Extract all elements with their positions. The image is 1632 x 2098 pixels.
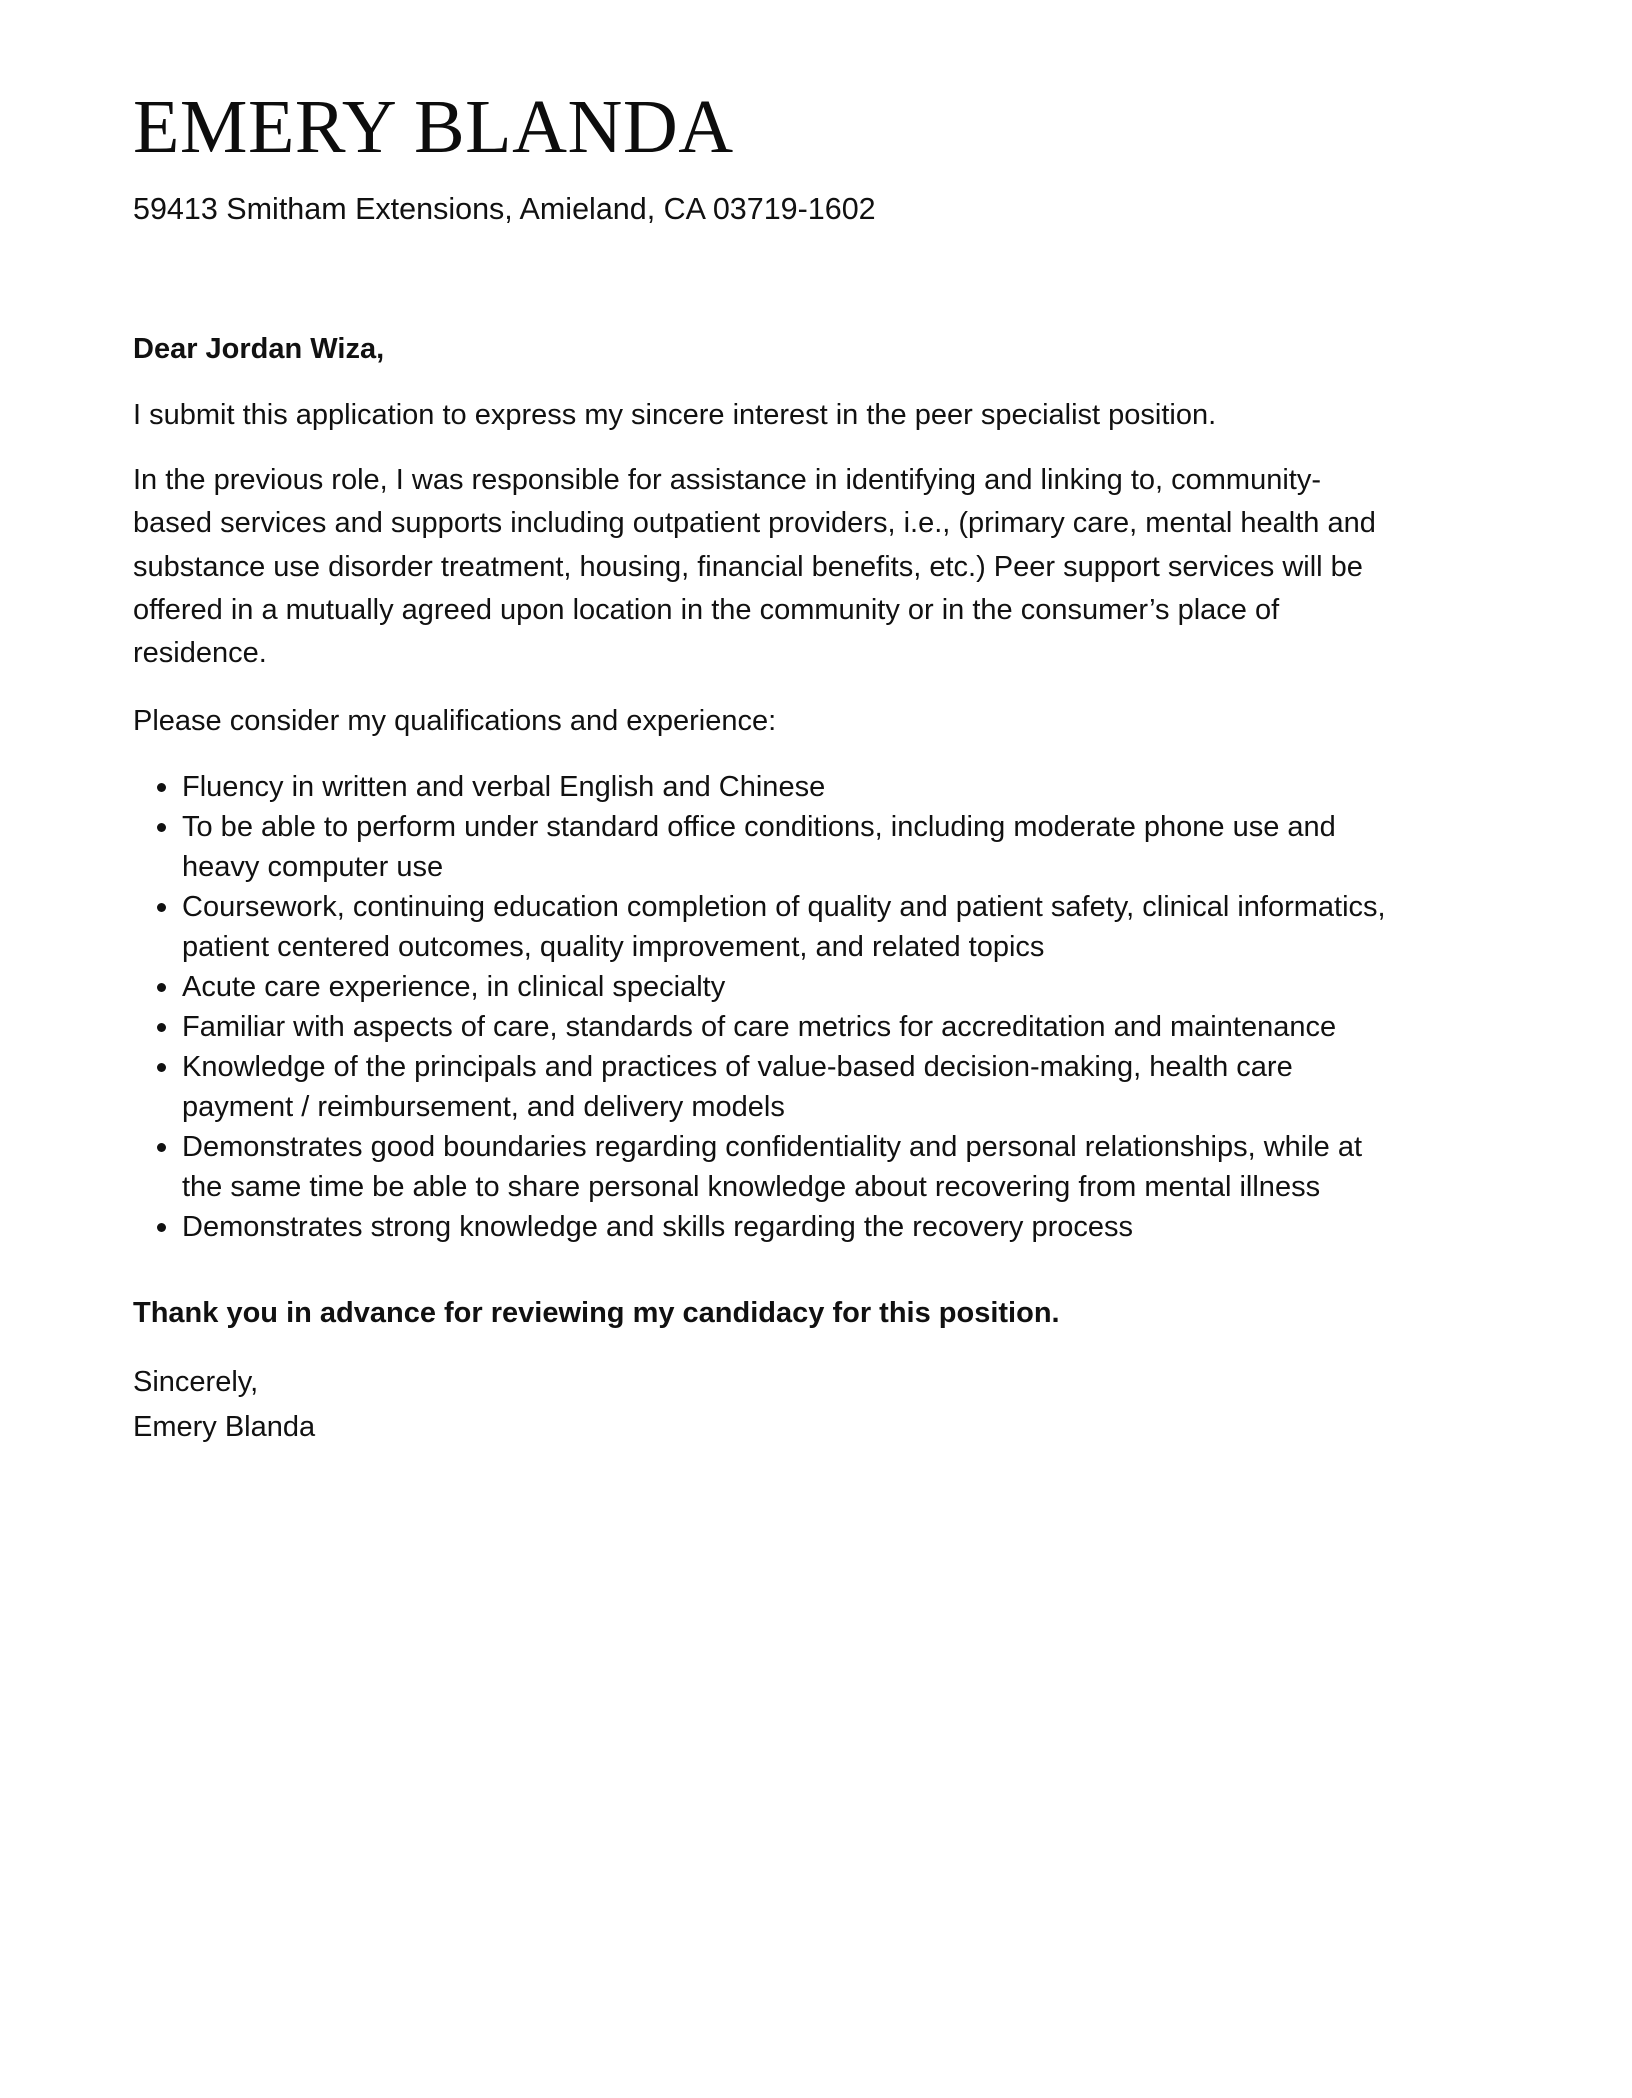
list-item-text: Demonstrates strong knowledge and skills regarding the recovery process <box>182 1211 1134 1243</box>
signature: Emery Blanda <box>133 1411 316 1443</box>
bullet-icon <box>157 1063 166 1072</box>
experience-line: In the previous role, I was responsible for assistance in identifying and linking to, community- <box>133 464 1321 496</box>
list-item-text: Familiar with aspects of care, standards of care metrics for accreditation and maintenance <box>182 1011 1337 1043</box>
experience-line: based services and supports including outpatient providers, i.e., (primary care, mental health and <box>133 507 1376 540</box>
list-item <box>133 887 1386 967</box>
list-item-text: heavy computer use <box>182 851 444 883</box>
applicant-name: EMERY BLANDA <box>133 85 734 169</box>
list-item-text: patient centered outcomes, quality improvement, and related topics <box>182 931 1045 963</box>
intro-paragraph: I submit this application to express my sincere interest in the peer specialist position. <box>133 399 1217 431</box>
experience-line: substance use disorder treatment, housing, financial benefits, etc.) Peer support services will be <box>133 550 1363 583</box>
list-item <box>133 1047 1386 1127</box>
list-item <box>133 1127 1386 1207</box>
bullet-icon <box>157 983 166 992</box>
bullet-icon <box>157 903 166 912</box>
list-item <box>133 767 1386 807</box>
list-item-text: Acute care experience, in clinical specialty <box>182 971 726 1003</box>
signoff: Sincerely, <box>133 1366 259 1398</box>
list-item <box>133 1007 1386 1047</box>
signoff-block <box>133 1360 315 1450</box>
bullet-icon <box>157 1143 166 1152</box>
qualifications-intro: Please consider my qualifications and experience: <box>133 705 777 737</box>
applicant-address: 59413 Smitham Extensions, Amieland, CA 03719-1602 <box>133 192 876 226</box>
bullet-icon <box>157 823 166 832</box>
list-item <box>133 1207 1386 1247</box>
list-item-text: Knowledge of the principals and practices of value-based decision-making, health care <box>182 1051 1293 1083</box>
list-item-text: Fluency in written and verbal English and Chinese <box>182 771 826 803</box>
closing-statement: Thank you in advance for reviewing my candidacy for this position. <box>133 1297 1060 1329</box>
qualifications-list <box>133 767 1386 1247</box>
list-item-text: Demonstrates good boundaries regarding confidentiality and personal relationships, while at <box>182 1131 1363 1163</box>
bullet-icon <box>157 783 166 792</box>
list-item-text: Coursework, continuing education completion of quality and patient safety, clinical informatics, <box>182 891 1386 923</box>
list-item <box>133 807 1386 887</box>
salutation: Dear Jordan Wiza, <box>133 333 385 365</box>
list-item-text: the same time be able to share personal knowledge about recovering from mental illness <box>182 1171 1321 1203</box>
list-item-text: payment / reimbursement, and delivery models <box>182 1091 785 1123</box>
bullet-icon <box>157 1223 166 1232</box>
list-item-text: To be able to perform under standard office conditions, including moderate phone use and <box>182 811 1336 843</box>
list-item <box>133 967 1386 1007</box>
experience-line: offered in a mutually agreed upon location in the community or in the consumer’s place of <box>133 593 1280 626</box>
bullet-icon <box>157 1023 166 1032</box>
experience-line: residence. <box>133 637 267 670</box>
experience-paragraph <box>133 459 1376 675</box>
